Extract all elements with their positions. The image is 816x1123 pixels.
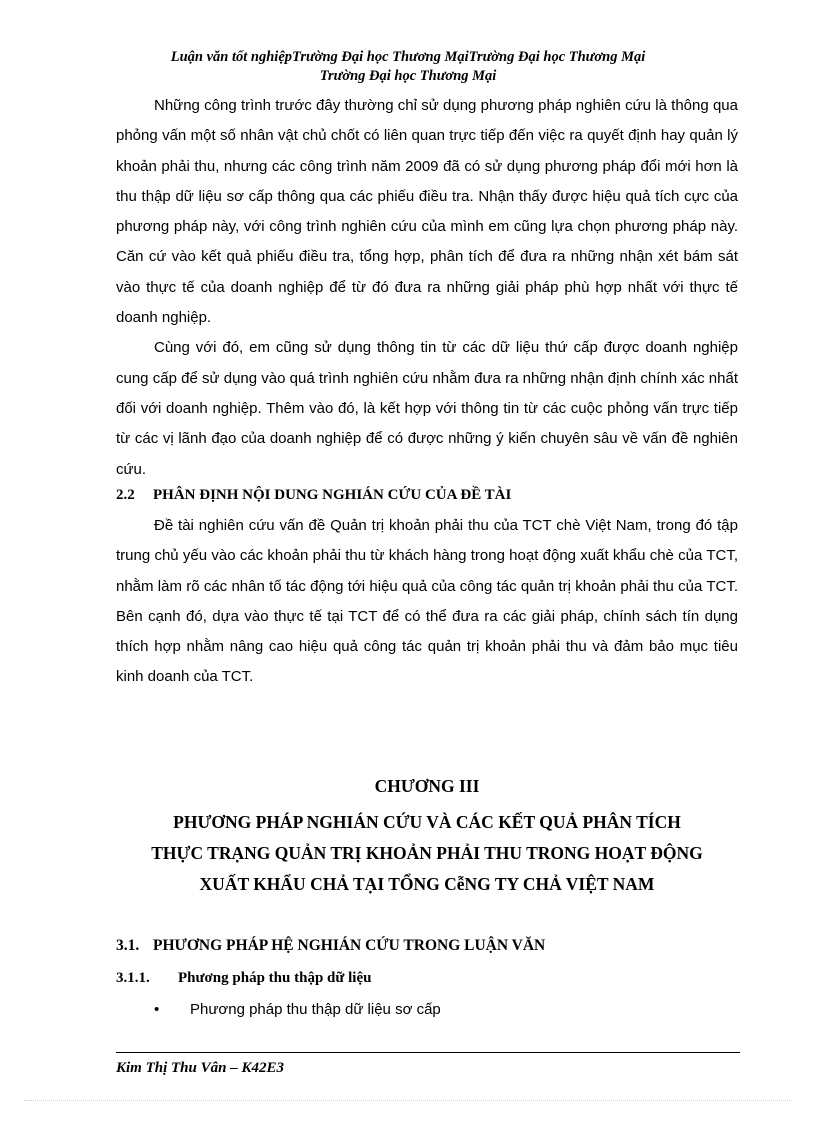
header-line-1: Luận văn tốt nghiệpTrường Đại học Thương MạiTrường Đại học Thương Mại: [170, 49, 646, 65]
chapter-title: CHƯƠNG III: [374, 776, 480, 796]
section-2-2-title: PHÂN ĐỊNH NỘI DUNG NGHIÁN CỨU CỦA ĐỀ TÀI: [153, 487, 512, 503]
chapter-subtitle-line-3: XUẤT KHẨU CHẢ TẠI TỔNG CễNG TY CHẢ VIỆT NAM: [199, 874, 655, 894]
chapter-subtitle-line-1: PHƯƠNG PHÁP NGHIÁN CỨU VÀ CÁC KẾT QUẢ PHÂN TÍCH: [173, 812, 681, 832]
section-3-1-1-number: 3.1.1.: [116, 970, 150, 986]
bullet-text: Phương pháp thu thập dữ liệu sơ cấp: [190, 1001, 441, 1018]
footer-author: Kim Thị Thu Vân – K42E3: [116, 1060, 284, 1076]
chapter-heading: [116, 771, 738, 900]
paragraph-secondary-data: Cùng với đó, em cũng sử dụng thông tin từ các dữ liệu thứ cấp được doanh nghiệp cung cấp để sử dụng vào quá trình nghiên cứu nhằm đưa ra những nhận định chính xác nhất đối với doanh nghiệp. Thêm vào đó, là kết hợp với thông tin từ các cuộc phỏng vấn trực tiếp từ các vị lãnh đạo của doanh nghiệp để có được những ý kiến chuyên sâu về vấn đề nghiên cứu.: [116, 339, 738, 478]
page-edge-dotted-line: [24, 1100, 792, 1101]
section-2-2-heading: [116, 480, 738, 510]
paragraph-scope: Đề tài nghiên cứu vấn đề Quản trị khoản phải thu của TCT chè Việt Nam, trong đó tập trung chủ yếu vào các khoản phải thu từ khách hàng trong hoạt động xuất khẩu chè của TCT, nhằm làm rõ các nhân tố tác động tới hiệu quả của công tác quản trị khoản phải thu của TCT. Bên cạnh đó, dựa vào thực tế tại TCT để có thể đưa ra các giải pháp, chính sách tín dụng thích hợp nhằm nâng cao hiệu quả công tác quản trị khoản phải thu và đảm bảo mục tiêu kinh doanh của TCT.: [116, 517, 738, 686]
footer-divider: [116, 1052, 740, 1053]
section-3-1-1-heading: [116, 963, 738, 993]
section-3-1-1-title: Phương pháp thu thập dữ liệu: [178, 970, 372, 986]
chapter-subtitle-line-2: THỰC TRẠNG QUẢN TRỊ KHOẢN PHẢI THU TRONG HOẠT ĐỘNG: [151, 843, 703, 863]
section-3-1-title: PHƯƠNG PHÁP HỆ NGHIÁN CỨU TRONG LUẬN VĂN: [153, 937, 546, 954]
paragraph-methods: Những công trình trước đây thường chỉ sử dụng phương pháp nghiên cứu là thông qua phỏng vấn một số nhân vật chủ chốt có liên quan trực tiếp đến việc ra quyết định hay quản lý khoản phải thu, nhưng các công trình năm 2009 đã có sử dụng phương pháp đổi mới hơn là thu thập dữ liệu sơ cấp thông qua các phiếu điều tra. Nhận thấy được hiệu quả tích cực của phương pháp này, với công trình nghiên cứu của mình em cũng lựa chọn phương pháp này. Căn cứ vào kết quả phiếu điều tra, tổng hợp, phân tích để đưa ra những nhận xét bám sát vào thực tế của doanh nghiệp để từ đó đưa ra những giải pháp phù hợp nhất với thực tế doanh nghiệp.: [116, 97, 738, 327]
bullet-item: [154, 995, 714, 1025]
section-3-1-heading: [116, 931, 738, 961]
section-2-2-body: [116, 511, 738, 693]
section-3-1-number: 3.1.: [116, 937, 140, 954]
intro-paragraphs: [116, 91, 738, 485]
section-2-2-number: 2.2: [116, 487, 135, 503]
header-line-2: Trường Đại học Thương Mại: [319, 68, 497, 84]
page-header: [100, 48, 716, 86]
bullet-icon: •: [154, 1001, 160, 1018]
